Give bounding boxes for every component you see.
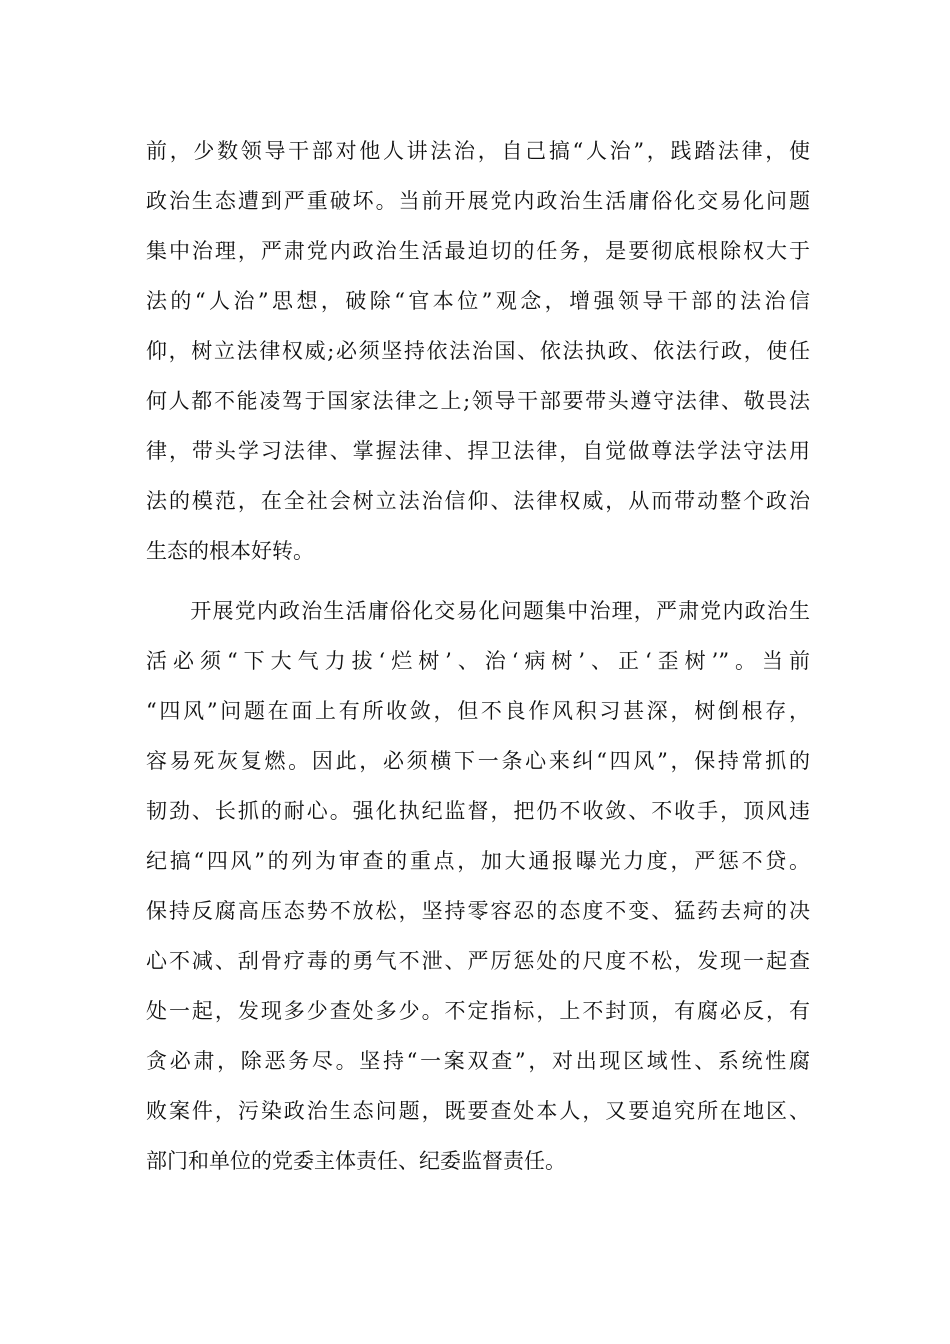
text-line: 容易死灰复燃。因此，必须横下一条心来纠“四风”，保持常抓的	[146, 749, 810, 773]
text-line: 保持反腐高压态势不放松，坚持零容忍的态度不变、猛药去疴的决	[146, 899, 810, 923]
text-line: 处一起，发现多少查处多少。不定指标，上不封顶，有腐必反，有	[146, 999, 810, 1023]
text-line: 法的模范，在全社会树立法治信仰、法律权威，从而带动整个政治	[146, 489, 810, 513]
text-line: 贪必肃，除恶务尽。坚持“一案双查”，对出现区域性、系统性腐	[146, 1049, 810, 1073]
text-line: 政治生态遭到严重破坏。当前开展党内政治生活庸俗化交易化问题	[146, 189, 810, 213]
text-line: 仰，树立法律权威;必须坚持依法治国、依法执政、依法行政，使任	[146, 339, 810, 363]
text-line: 纪搞“四风”的列为审查的重点，加大通报曝光力度，严惩不贷。	[146, 849, 810, 873]
text-line: 何人都不能凌驾于国家法律之上;领导干部要带头遵守法律、敬畏法	[146, 389, 810, 413]
text-line: 心不减、刮骨疗毒的勇气不泄、严厉惩处的尺度不松，发现一起查	[146, 949, 810, 973]
text-line: 败案件，污染政治生态问题，既要查处本人，又要追究所在地区、	[146, 1099, 810, 1123]
text-line: 开展党内政治生活庸俗化交易化问题集中治理，严肃党内政治生	[146, 599, 810, 623]
paragraph-2	[146, 586, 810, 1186]
text-line: 前，少数领导干部对他人讲法治，自己搞“人治”，践踏法律，使	[146, 139, 810, 163]
text-line: 集中治理，严肃党内政治生活最迫切的任务，是要彻底根除权大于	[146, 239, 810, 263]
text-line: 法的“人治”思想，破除“官本位”观念，增强领导干部的法治信	[146, 289, 810, 313]
text-line: 韧劲、长抓的耐心。强化执纪监督，把仍不收敛、不收手，顶风违	[146, 799, 810, 823]
paragraph-1	[146, 126, 810, 576]
text-line: “四风”问题在面上有所收敛，但不良作风积习甚深，树倒根存，	[146, 699, 810, 723]
text-line: 部门和单位的党委主体责任、纪委监督责任。	[146, 1149, 566, 1173]
text-line: 活必须“下大气力拔‘烂树’、治‘病树’、正‘歪树’”。当前	[146, 649, 810, 673]
text-line: 生态的根本好转。	[146, 539, 314, 563]
text-line: 律，带头学习法律、掌握法律、捍卫法律，自觉做尊法学法守法用	[146, 439, 810, 463]
